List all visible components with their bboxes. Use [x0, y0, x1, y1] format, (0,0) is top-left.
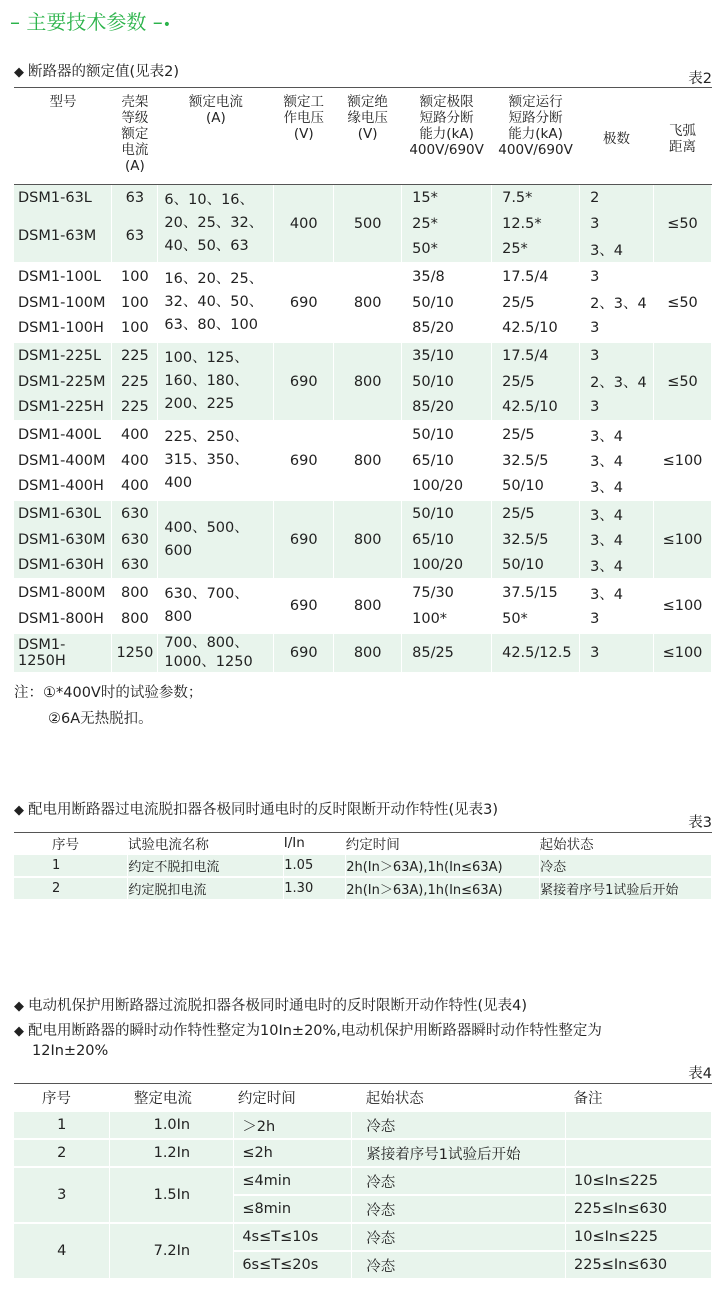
- cell-frame: 630: [112, 527, 158, 553]
- cell-rated-current: 630、700、 800: [158, 579, 274, 632]
- note-1: 注：①*400V时的试验参数；: [14, 685, 203, 701]
- cell-model: DSM1-1250H: [14, 633, 112, 672]
- cell-model: DSM1-225L: [14, 342, 112, 369]
- cell-service: 17.5/4: [492, 342, 580, 369]
- cell-ultimate: 85/25: [402, 633, 492, 672]
- cell-state: 紧接着序号1试验后开始: [352, 1139, 566, 1167]
- cell-model: DSM1-100L: [14, 263, 112, 290]
- cell-set-current: 1.5In: [110, 1167, 234, 1223]
- cell-note: 225≤In≤630: [566, 1195, 712, 1223]
- cell-poles: 3: [580, 211, 654, 237]
- cell-no: 1: [14, 854, 128, 877]
- table4-heading-2-cont: 12In±20%: [32, 1043, 109, 1059]
- table-row: [14, 877, 712, 899]
- notes: [14, 680, 202, 732]
- cell-frame: 630: [112, 553, 158, 580]
- cell-ultimate: 100/20: [402, 553, 492, 580]
- table3-label: 表3: [688, 815, 712, 831]
- table4-heading-1: ◆ 电动机保护用断路器过流脱扣器各极同时通电时的反时限断开动作特性(见表4): [14, 998, 528, 1014]
- cell-frame: 225: [112, 395, 158, 422]
- cell-rated-current: 6、10、16、 20、25、32、 40、50、63: [158, 185, 274, 264]
- cell-work-voltage: 690: [274, 579, 334, 632]
- cell-service: 17.5/4: [492, 263, 580, 290]
- cell-ultimate: 85/20: [402, 315, 492, 342]
- header-rated-current: 额定电流 (A): [158, 88, 274, 185]
- cell-time: 2h(In＞63A),1h(In≤63A): [346, 877, 540, 899]
- cell-rated-current: 100、125、 160、180、 200、225: [158, 342, 274, 421]
- cell-work-voltage: 690: [274, 500, 334, 579]
- cell-model: DSM1-100H: [14, 315, 112, 342]
- header-poles: 极数: [580, 88, 654, 185]
- cell-rated-current: 16、20、25、 32、40、50、 63、80、100: [158, 263, 274, 342]
- cell-state: 冷态: [352, 1251, 566, 1278]
- cell-note: [566, 1139, 712, 1167]
- cell-service: 12.5*: [492, 211, 580, 237]
- table-row: [14, 854, 712, 877]
- table-row: [14, 1139, 712, 1167]
- cell-frame: 225: [112, 342, 158, 369]
- cell-no: 1: [14, 1111, 110, 1139]
- header-note: 备注: [566, 1084, 712, 1112]
- header-no: 序号: [14, 1084, 110, 1112]
- cell-insul-voltage: 800: [334, 633, 402, 672]
- cell-no: 2: [14, 877, 128, 899]
- cell-service: 37.5/15: [492, 579, 580, 606]
- cell-poles: 3、4: [580, 448, 654, 474]
- cell-ultimate: 100*: [402, 606, 492, 633]
- diamond-bullet-icon: ◆: [14, 65, 24, 80]
- header-time: 约定时间: [346, 833, 540, 855]
- cell-service: 42.5/10: [492, 315, 580, 342]
- cell-poles: 3、4: [580, 236, 654, 263]
- cell-insul-voltage: 800: [334, 579, 402, 632]
- cell-insul-voltage: 800: [334, 342, 402, 421]
- cell-service: 50/10: [492, 474, 580, 501]
- cell-rated-current: 700、800、 1000、1250: [158, 633, 274, 672]
- table4-heading-2: ◆ 配电用断路器的瞬时动作特性整定为10In±20%,电动机保护用断路器瞬时动作特性整定为: [14, 1023, 602, 1039]
- cell-time: 2h(In＞63A),1h(In≤63A): [346, 854, 540, 877]
- header-state: 起始状态: [352, 1084, 566, 1112]
- cell-service: 25/5: [492, 500, 580, 527]
- motor-protection-table: [14, 1083, 712, 1278]
- cell-no: 3: [14, 1167, 110, 1223]
- table-row: [14, 1223, 712, 1251]
- cell-ultimate: 85/20: [402, 395, 492, 422]
- cell-model: DSM1-630H: [14, 553, 112, 580]
- header-model: 型号: [14, 88, 112, 185]
- cell-model: DSM1-400M: [14, 448, 112, 474]
- header-arc-distance: 飞弧 距离: [654, 88, 712, 185]
- cell-frame: 63: [112, 185, 158, 211]
- cell-arc: ≤50: [654, 342, 712, 421]
- cell-set-current: 1.0In: [110, 1111, 234, 1139]
- cell-poles: 3、4: [580, 579, 654, 606]
- cell-frame: 800: [112, 579, 158, 606]
- cell-test-current: 约定不脱扣电流: [128, 854, 284, 877]
- cell-ultimate: 15*: [402, 185, 492, 211]
- cell-ultimate: 35/10: [402, 342, 492, 369]
- cell-set-current: 7.2In: [110, 1223, 234, 1278]
- table3-heading: ◆ 配电用断路器过电流脱扣器各极同时通电时的反时限断开动作特性(见表3): [14, 802, 499, 818]
- cell-insul-voltage: 800: [334, 263, 402, 342]
- header-set-current: 整定电流: [110, 1084, 234, 1112]
- diamond-bullet-icon: ◆: [14, 999, 24, 1014]
- cell-model: DSM1-400L: [14, 421, 112, 448]
- cell-frame: 400: [112, 421, 158, 448]
- cell-frame: 225: [112, 369, 158, 395]
- header-test-current: 试验电流名称: [128, 833, 284, 855]
- table4-label: 表4: [688, 1066, 712, 1082]
- cell-service: 32.5/5: [492, 448, 580, 474]
- cell-ultimate: 50/10: [402, 290, 492, 316]
- cell-frame: 400: [112, 474, 158, 501]
- cell-work-voltage: 400: [274, 185, 334, 264]
- cell-model: DSM1-225H: [14, 395, 112, 422]
- diamond-bullet-icon: ◆: [14, 803, 24, 818]
- cell-time: ≤2h: [234, 1139, 352, 1167]
- table-row: [14, 1167, 712, 1195]
- header-ratio: I/In: [284, 833, 346, 855]
- header-ultimate-capacity: 额定极限 短路分断 能力(kA) 400V/690V: [402, 88, 492, 185]
- cell-service: 25*: [492, 236, 580, 263]
- cell-state: 冷态: [352, 1111, 566, 1139]
- cell-note: 225≤In≤630: [566, 1251, 712, 1278]
- cell-work-voltage: 690: [274, 633, 334, 672]
- cell-model: DSM1-63L: [14, 185, 112, 211]
- cell-arc: ≤100: [654, 500, 712, 579]
- cell-model: DSM1-100M: [14, 290, 112, 316]
- cell-work-voltage: 690: [274, 342, 334, 421]
- cell-test-current: 约定脱扣电流: [128, 877, 284, 899]
- cell-state: 冷态: [352, 1223, 566, 1251]
- cell-note: 10≤In≤225: [566, 1167, 712, 1195]
- cell-ratio: 1.30: [284, 877, 346, 899]
- header-frame: 壳架 等级 额定 电流 (A): [112, 88, 158, 185]
- table2-heading: ◆ 断路器的额定值(见表2): [14, 64, 180, 80]
- cell-poles: 3: [580, 395, 654, 422]
- cell-poles: 3: [580, 606, 654, 633]
- table-row: [14, 1111, 712, 1139]
- cell-model: DSM1-630L: [14, 500, 112, 527]
- header-insul-voltage: 额定绝 缘电压 (V): [334, 88, 402, 185]
- cell-service: 32.5/5: [492, 527, 580, 553]
- cell-arc: ≤50: [654, 185, 712, 264]
- cell-no: 2: [14, 1139, 110, 1167]
- cell-poles: 3、4: [580, 500, 654, 527]
- cell-arc: ≤100: [654, 421, 712, 500]
- cell-frame: 63: [112, 211, 158, 263]
- cell-model: DSM1-800M: [14, 579, 112, 606]
- cell-insul-voltage: 500: [334, 185, 402, 264]
- cell-model: DSM1-63M: [14, 211, 112, 263]
- cell-service: 42.5/12.5: [492, 633, 580, 672]
- cell-poles: 3、4: [580, 421, 654, 448]
- cell-model: DSM1-630M: [14, 527, 112, 553]
- cell-frame: 630: [112, 500, 158, 527]
- cell-poles: 2、3、4: [580, 369, 654, 395]
- cell-rated-current: 225、250、 315、350、 400: [158, 421, 274, 500]
- cell-ultimate: 65/10: [402, 448, 492, 474]
- header-work-voltage: 额定工 作电压 (V): [274, 88, 334, 185]
- cell-ultimate: 50/10: [402, 369, 492, 395]
- overcurrent-table: [14, 832, 712, 899]
- cell-time: ≤4min: [234, 1167, 352, 1195]
- cell-time: ≤8min: [234, 1195, 352, 1223]
- cell-poles: 3: [580, 342, 654, 369]
- cell-note: 10≤In≤225: [566, 1223, 712, 1251]
- cell-service: 25/5: [492, 290, 580, 316]
- cell-model: DSM1-800H: [14, 606, 112, 633]
- cell-note: [566, 1111, 712, 1139]
- cell-poles: 3、4: [580, 474, 654, 501]
- cell-model: DSM1-400H: [14, 474, 112, 501]
- cell-poles: 3、4: [580, 527, 654, 553]
- cell-state: 冷态: [352, 1167, 566, 1195]
- header-time: 约定时间: [234, 1084, 352, 1112]
- cell-ultimate: 65/10: [402, 527, 492, 553]
- cell-rated-current: 400、500、 600: [158, 500, 274, 579]
- cell-time: ＞2h: [234, 1111, 352, 1139]
- cell-service: 25/5: [492, 421, 580, 448]
- header-no: 序号: [14, 833, 128, 855]
- cell-arc: ≤100: [654, 579, 712, 632]
- cell-ultimate: 100/20: [402, 474, 492, 501]
- cell-service: 42.5/10: [492, 395, 580, 422]
- header-state: 起始状态: [540, 833, 712, 855]
- note-2: ②6A无热脱扣。: [48, 711, 153, 727]
- cell-ultimate: 50/10: [402, 421, 492, 448]
- cell-frame: 400: [112, 448, 158, 474]
- cell-service: 50*: [492, 606, 580, 633]
- cell-work-voltage: 690: [274, 421, 334, 500]
- title-dot: •: [162, 17, 171, 33]
- cell-insul-voltage: 800: [334, 421, 402, 500]
- cell-poles: 2: [580, 185, 654, 211]
- cell-time: 6s≤T≤20s: [234, 1251, 352, 1278]
- cell-arc: ≤50: [654, 263, 712, 342]
- diamond-bullet-icon: ◆: [14, 1024, 24, 1039]
- cell-service: 25/5: [492, 369, 580, 395]
- table2-label: 表2: [688, 71, 712, 87]
- cell-frame: 800: [112, 606, 158, 633]
- cell-state: 紧接着序号1试验后开始: [540, 877, 712, 899]
- cell-state: 冷态: [352, 1195, 566, 1223]
- cell-service: 50/10: [492, 553, 580, 580]
- cell-frame: 100: [112, 290, 158, 316]
- cell-set-current: 1.2In: [110, 1139, 234, 1167]
- cell-service: 7.5*: [492, 185, 580, 211]
- ratings-table: [14, 87, 712, 672]
- cell-poles: 2、3、4: [580, 290, 654, 316]
- header-service-capacity: 额定运行 短路分断 能力(kA) 400V/690V: [492, 88, 580, 185]
- cell-state: 冷态: [540, 854, 712, 877]
- cell-ultimate: 75/30: [402, 579, 492, 606]
- cell-frame: 1250: [112, 633, 158, 672]
- cell-ultimate: 50/10: [402, 500, 492, 527]
- cell-work-voltage: 690: [274, 263, 334, 342]
- section-title: – 主要技术参数 –•: [10, 10, 171, 34]
- cell-time: 4s≤T≤10s: [234, 1223, 352, 1251]
- cell-ultimate: 35/8: [402, 263, 492, 290]
- cell-poles: 3: [580, 263, 654, 290]
- cell-ratio: 1.05: [284, 854, 346, 877]
- cell-poles: 3、4: [580, 553, 654, 580]
- cell-ultimate: 50*: [402, 236, 492, 263]
- cell-no: 4: [14, 1223, 110, 1278]
- cell-frame: 100: [112, 315, 158, 342]
- cell-poles: 3: [580, 315, 654, 342]
- cell-poles: 3: [580, 633, 654, 672]
- cell-frame: 100: [112, 263, 158, 290]
- cell-insul-voltage: 800: [334, 500, 402, 579]
- cell-ultimate: 25*: [402, 211, 492, 237]
- cell-arc: ≤100: [654, 633, 712, 672]
- cell-model: DSM1-225M: [14, 369, 112, 395]
